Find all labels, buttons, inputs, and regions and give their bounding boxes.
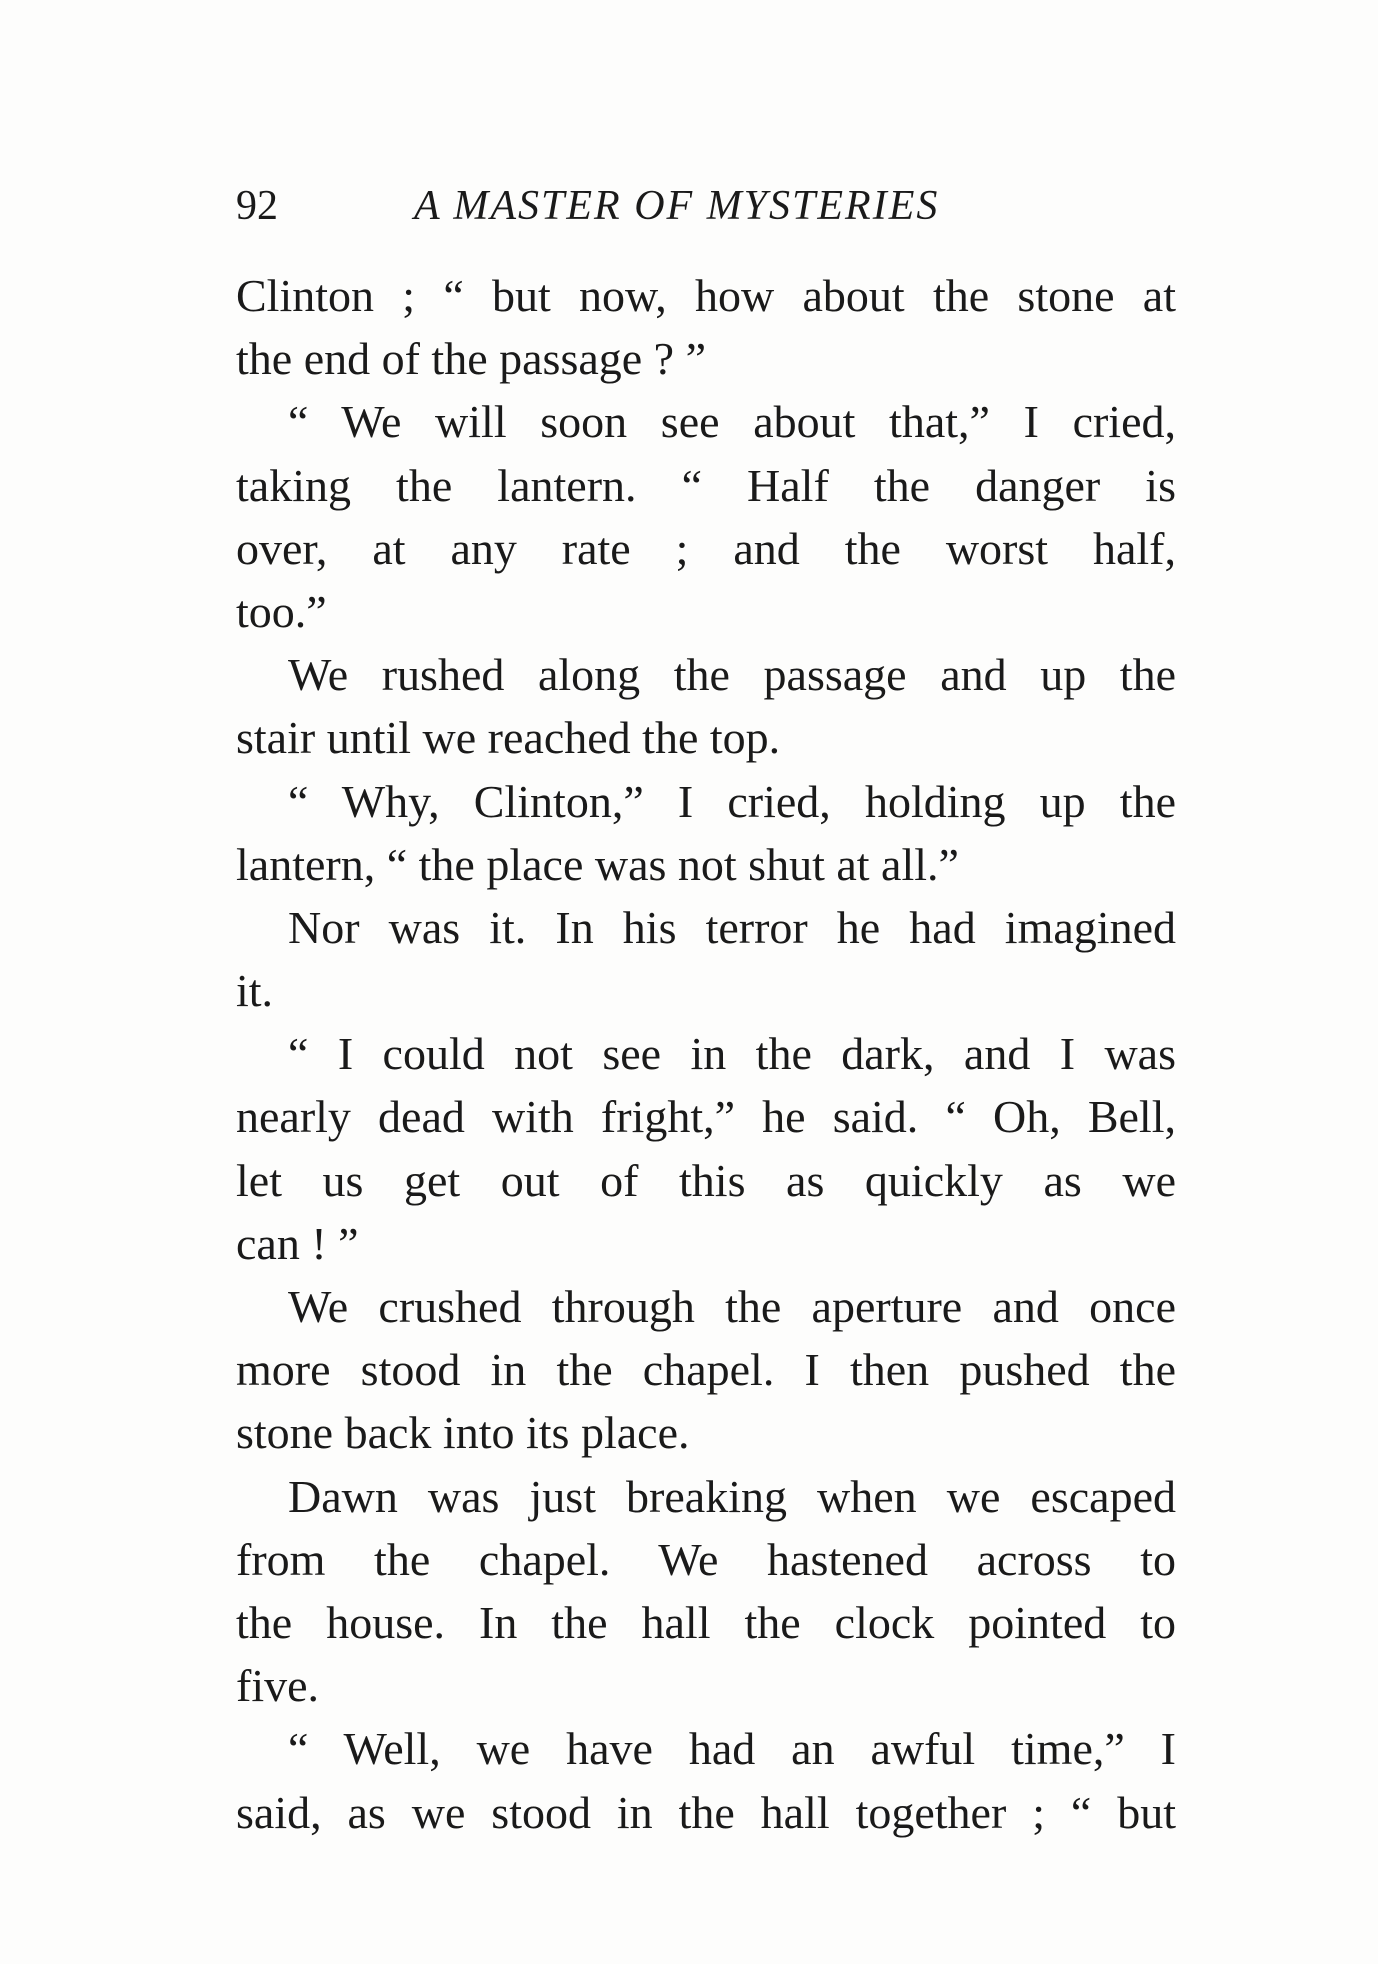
text-line: the house. In the hall the clock pointed to <box>236 1596 1176 1648</box>
text-line: lantern, “ the place was not shut at all.” <box>236 838 959 890</box>
running-head <box>236 176 1176 236</box>
page-number: 92 <box>236 183 278 229</box>
text-line: stair until we reached the top. <box>236 712 781 764</box>
text-line: over, at any rate ; and the worst half, <box>236 522 1176 574</box>
text-line: too.” <box>236 585 327 637</box>
body-text <box>236 264 1176 1844</box>
text-line: can ! ” <box>236 1217 359 1269</box>
text-line: taking the lantern. “ Half the danger is <box>236 459 1176 511</box>
text-line: “ I could not see in the dark, and I was <box>288 1028 1176 1080</box>
text-line: stone back into its place. <box>236 1407 690 1459</box>
text-line: five. <box>236 1660 320 1712</box>
text-line: Nor was it. In his terror he had imagined <box>288 901 1176 953</box>
text-line: Dawn was just breaking when we escaped <box>288 1470 1176 1522</box>
text-line: the end of the passage ? ” <box>236 333 707 385</box>
text-line: nearly dead with fright,” he said. “ Oh, Bell, <box>236 1091 1176 1143</box>
running-title: A MASTER OF MYSTERIES <box>414 183 940 229</box>
text-line: We crushed through the aperture and once <box>288 1281 1176 1332</box>
text-line: it. <box>236 965 274 1017</box>
text-line: “ Well, we have had an awful time,” I <box>288 1723 1176 1775</box>
text-line: “ We will soon see about that,” I cried, <box>288 396 1176 448</box>
text-line: said, as we stood in the hall together ; “ but <box>236 1786 1176 1838</box>
text-line: Clinton ; “ but now, how about the stone at <box>236 270 1176 321</box>
text-line: “ Why, Clinton,” I cried, holding up the <box>288 775 1176 827</box>
text-line: let us get out of this as quickly as we <box>236 1154 1176 1206</box>
text-line: We rushed along the passage and up the <box>288 649 1176 701</box>
text-line: from the chapel. We hastened across to <box>236 1533 1176 1585</box>
text-line: more stood in the chapel. I then pushed the <box>236 1344 1176 1396</box>
